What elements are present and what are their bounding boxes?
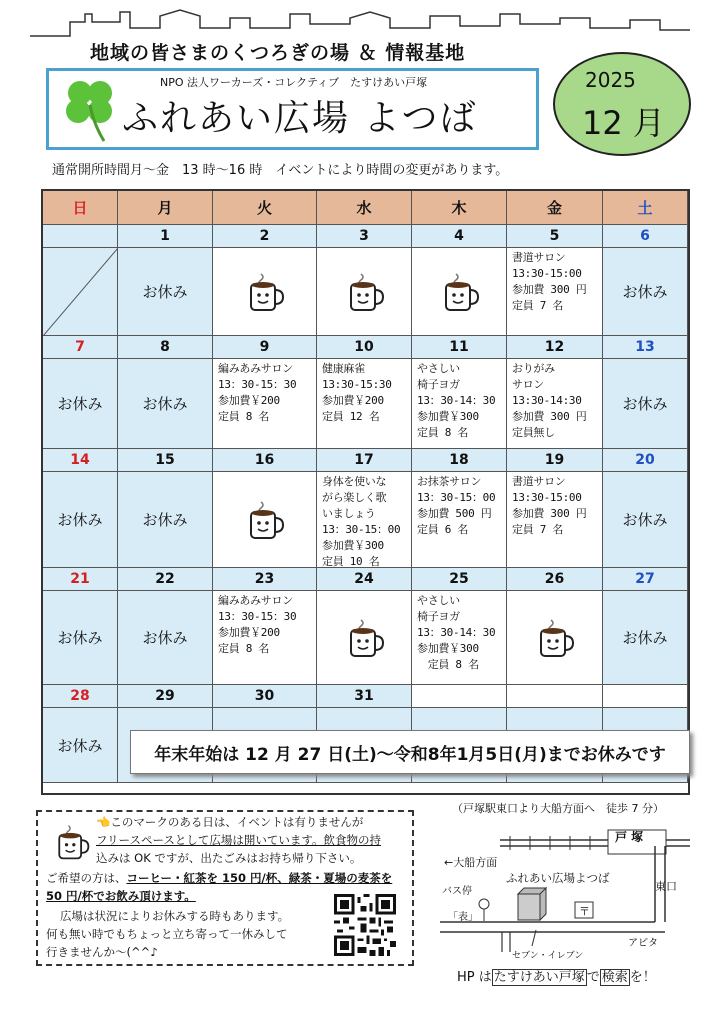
weekday-header: 水 [317, 191, 412, 225]
day-number [507, 685, 603, 708]
place-label: ふれあい広場よつば [506, 871, 610, 885]
coffee-mug-icon [52, 822, 92, 862]
town-skyline-decoration [30, 8, 690, 38]
day-number: 15 [118, 449, 213, 472]
event-cell: 編みあみサロン 13：30-15：30 参加費￥200 定員 8 名 [213, 359, 317, 449]
day-number: 8 [118, 336, 213, 359]
event-cell: 健康麻雀 13:30-15:30 参加費￥200 定員 12 名 [317, 359, 412, 449]
weekday-header: 日 [43, 191, 118, 225]
day-number: 1 [118, 225, 213, 248]
day-number: 21 [43, 568, 118, 591]
page-title: ふれあい広場 よつば [122, 98, 478, 139]
bus-stop-label: バス停 [442, 886, 472, 897]
closed-day-cell [43, 472, 118, 568]
diagonal-line [43, 248, 118, 336]
event-cell: 書道サロン 13:30-15:00 参加費 300 円 定員 7 名 [507, 472, 603, 568]
closed-day-cell [118, 248, 213, 336]
ofuna-direction: ←大船方面 [444, 856, 498, 869]
opening-hours: 通常開所時間月～金 13 時～16 時 イベントにより時間の変更があります。 [52, 163, 509, 178]
day-number: 5 [507, 225, 603, 248]
closed-day-cell [43, 708, 118, 783]
day-number: 6 [603, 225, 688, 248]
clover-icon [60, 75, 120, 145]
free-space-cell [213, 248, 317, 336]
day-number [603, 685, 688, 708]
note-line [46, 869, 392, 887]
day-number: 13 [603, 336, 688, 359]
day-number: 12 [507, 336, 603, 359]
free-space-cell [213, 472, 317, 568]
note-line: 👈このマークのある日は、イベントは有りませんが [96, 815, 364, 829]
post-office-icon: 〒 [579, 905, 590, 918]
free-space-cell [317, 248, 412, 336]
access-directions: （戸塚駅東口より大船方面へ 徒歩 7 分） [452, 802, 664, 815]
day-number: 18 [412, 449, 507, 472]
qr-code[interactable] [334, 894, 396, 956]
east-exit-label: 東口 [655, 880, 677, 893]
coffee-mug-icon [533, 616, 577, 660]
bus-stop-name: 「表」 [448, 912, 478, 923]
coffee-mug-icon [243, 498, 287, 542]
day-number: 28 [43, 685, 118, 708]
event-cell: やさしい 椅子ヨガ 13：30-14：30 参加費￥300 定員 8 名 [412, 591, 507, 685]
closed-label: お休み [142, 283, 188, 301]
day-number: 17 [317, 449, 412, 472]
event-cell: 身体を使いな がら楽しく歌 いましょう 13：30-15：00 参加費￥300 定員 10 名 [317, 472, 412, 568]
day-number: 3 [317, 225, 412, 248]
note-text: ご希望の方は、 [46, 871, 127, 885]
day-number: 19 [507, 449, 603, 472]
closed-day-cell [603, 248, 688, 336]
weekday-header: 月 [118, 191, 213, 225]
day-number: 27 [603, 568, 688, 591]
closed-day-cell [603, 472, 688, 568]
coffee-mug-icon [343, 270, 387, 314]
closed-day-cell [118, 472, 213, 568]
day-number: 22 [118, 568, 213, 591]
day-number [412, 685, 507, 708]
closed-label: お休み [622, 283, 668, 301]
homepage-note [457, 966, 656, 985]
closed-day-cell [603, 591, 688, 685]
year-label: 2025 [585, 68, 636, 92]
day-number: 25 [412, 568, 507, 591]
day-cell [43, 248, 118, 336]
closed-day-cell [118, 359, 213, 449]
free-space-cell [507, 591, 603, 685]
day-number: 29 [118, 685, 213, 708]
day-number: 2 [213, 225, 317, 248]
drink-price: コーヒー・紅茶を 150 円/杯、緑茶・夏場の麦茶を [126, 871, 393, 885]
day-number [43, 225, 118, 248]
coffee-mug-icon [243, 270, 287, 314]
organization-name: NPO 法人ワーカーズ・コレクティブ たすけあい戸塚 [160, 76, 428, 89]
note-line: 広場は状況によりお休みする時もあります。 [60, 909, 290, 923]
day-number: 24 [317, 568, 412, 591]
day-number: 26 [507, 568, 603, 591]
note-line: 込みは OK ですが、出たごみはお持ち帰り下さい。 [96, 851, 362, 865]
hp-search-word: 検索 [601, 970, 628, 985]
event-cell: 編みあみサロン 13：30-15：30 参加費￥200 定員 8 名 [213, 591, 317, 685]
closed-label: お休み [57, 629, 103, 647]
note-line: 行きませんか～(^^♪ [46, 945, 158, 959]
free-space-cell [317, 591, 412, 685]
closed-day-cell [603, 359, 688, 449]
note-line: フリースペースとして広場は開いています。飲食物の持 [96, 833, 381, 847]
weekday-header: 木 [412, 191, 507, 225]
closed-label: お休み [57, 736, 103, 755]
day-number: 20 [603, 449, 688, 472]
coffee-mug-icon [438, 270, 482, 314]
event-cell: やさしい 椅子ヨガ 13：30-14：30 参加費￥300 定員 8 名 [412, 359, 507, 449]
day-number: 30 [213, 685, 317, 708]
weekday-header: 金 [507, 191, 603, 225]
day-number: 4 [412, 225, 507, 248]
day-number: 9 [213, 336, 317, 359]
weekday-header: 土 [603, 191, 688, 225]
closed-label: お休み [142, 395, 188, 413]
day-number: 11 [412, 336, 507, 359]
station-label: 戸 塚 [615, 830, 644, 844]
closed-label: お休み [622, 629, 668, 647]
event-cell: おりがみ サロン 13:30-14:30 参加費 300 円 定員無し [507, 359, 603, 449]
day-number: 23 [213, 568, 317, 591]
event-cell: 書道サロン 13:30-15:00 参加費 300 円 定員 7 名 [507, 248, 603, 336]
hp-text: HP は [457, 970, 492, 985]
closed-label: お休み [142, 629, 188, 647]
slogan: 地域の皆さまのくつろぎの場 ＆ 情報基地 [90, 42, 466, 64]
day-number: 16 [213, 449, 317, 472]
closed-label: お休み [57, 511, 103, 529]
closed-label: お休み [622, 511, 668, 529]
apita-label: アピタ [628, 938, 658, 949]
day-number: 10 [317, 336, 412, 359]
closed-day-cell [43, 359, 118, 449]
closed-day-cell [118, 591, 213, 685]
weekday-header: 火 [213, 191, 317, 225]
hp-text: を！ [629, 970, 656, 985]
hp-search-term[interactable]: たすけあい戸塚 [493, 970, 585, 985]
day-number: 7 [43, 336, 118, 359]
drink-price: 50 円/杯でお飲み頂けます。 [46, 889, 196, 903]
day-number: 31 [317, 685, 412, 708]
note-line: 何も無い時でもちょっと立ち寄って一休みして [46, 927, 288, 941]
month-label: 12 月 [582, 104, 665, 142]
hp-text: で [586, 970, 600, 985]
calendar-grid [41, 189, 690, 795]
free-space-cell [412, 248, 507, 336]
closed-day-cell [43, 591, 118, 685]
closed-label: お休み [622, 395, 668, 413]
closed-label: お休み [142, 511, 188, 529]
coffee-mug-icon [343, 616, 387, 660]
holiday-notice: 年末年始は 12 月 27 日(土)～令和8年1月5日(月)までお休みです [130, 730, 690, 774]
closed-label: お休み [57, 395, 103, 413]
seven-eleven-label: セブン・イレブン [512, 951, 584, 961]
event-cell: お抹茶サロン 13：30-15：00 参加費 500 円 定員 6 名 [412, 472, 507, 568]
day-number: 14 [43, 449, 118, 472]
